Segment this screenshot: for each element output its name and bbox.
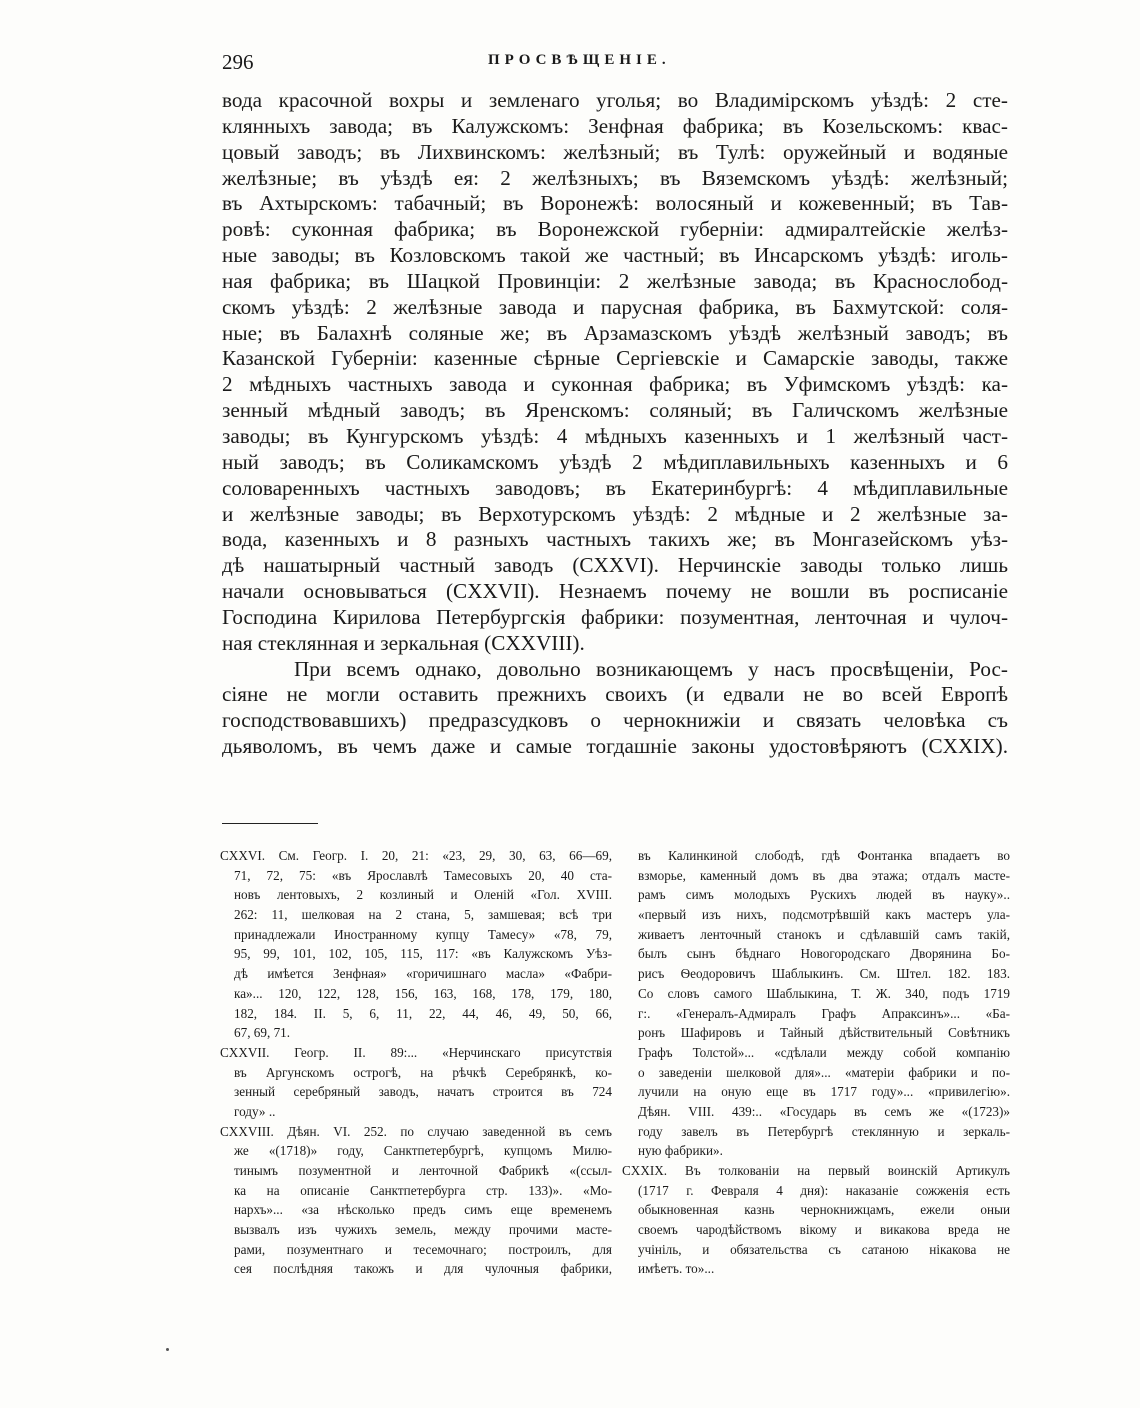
- text-line: вода красочной вохры и земленаго уголья; во Владимірскомъ уѣздѣ: 2 сте-: [222, 88, 1008, 112]
- footnote-line: былъ сынъ бѣднаго Новогородскаго Дворянина Бо-: [638, 946, 1010, 962]
- footnote-line: своемъ чародѣйствомъ вікому и викакова вреда не: [638, 1222, 1010, 1238]
- text-line: ный заводъ; въ Соликамскомъ уѣздѣ 2 мѣдиплавильныхъ казенныхъ и 6: [222, 449, 1008, 474]
- footnote-line: ка»... 120, 122, 128, 156, 163, 168, 178, 179, 180,: [234, 985, 612, 1001]
- footnote-line: (1717 г. Февраля 4 дня): наказаніе сожженія есть: [638, 1182, 1010, 1198]
- text-line: Господина Кирилова Петербургскія фабрики: позументная, ленточная и чулоч-: [222, 604, 1008, 629]
- text-line: господствовавшихъ) предразсудковъ о чернокнижіи и связать человѣка съ: [222, 708, 1008, 733]
- footnote-line: 95, 99, 101, 102, 105, 115, 117: «въ Калужскомъ Уѣз-: [234, 946, 612, 962]
- footnote-line: вызвалъ изъ чужихъ земель, между прочими масте-: [234, 1222, 612, 1238]
- footnote-line: году» ..: [234, 1103, 276, 1119]
- text-line: скомъ уѣздѣ: 2 желѣзные завода и парусная фабрика, въ Бахмутской: соля-: [222, 294, 1008, 319]
- footnote-line: г:. «Генералъ-Адмиралъ Графъ Апраксинъ»... «Ба-: [638, 1005, 1010, 1021]
- footnote-line: сея послѣдняя такожъ и для чулочныя фабрики,: [234, 1261, 612, 1277]
- footnote-line: CXXVII. Геогр. II. 89:... «Нерчинскаго присутствія: [220, 1044, 612, 1060]
- text-line: въ Ахтырскомъ: табачный; въ Воронежѣ: волосяный и кожевенный; въ Тав-: [222, 191, 1008, 216]
- footnote-line: въ Аргунскомъ острогѣ, на рѣчкѣ Серебрянкѣ, ко-: [234, 1064, 612, 1080]
- footnote-line: CXXIX. Въ толкованіи на первый воинскій Артикулъ: [622, 1163, 1010, 1178]
- footnote-line: живаетъ ленточный станокъ и сдѣлавшій самъ такій,: [638, 926, 1010, 942]
- text-line: желѣзные; въ уѣздѣ ея: 2 желѣзныхъ; въ Вяземскомъ уѣздѣ: желѣзный;: [222, 165, 1008, 190]
- text-line: заводы; въ Кунгурскомъ уѣздѣ: 4 мѣдныхъ казенныхъ и 1 желѣзный част-: [222, 423, 1008, 448]
- footnote-line: взморье, каменный домъ въ два этажа; отдалъ масте-: [638, 867, 1010, 883]
- footnote-line: въ Калинкиной слободѣ, гдѣ Фонтанка впадаетъ во: [638, 848, 1010, 863]
- footnote-line: Графъ Толстой»... «сдѣлали между собой компанію: [638, 1044, 1010, 1060]
- text-line: 2 мѣдныхъ частныхъ завода и суконная фабрика; въ Уфимскомъ уѣздѣ: ка-: [222, 372, 1008, 397]
- footnote-line: нархъ»... «за нѣсколько предъ симъ еще временемъ: [234, 1202, 612, 1218]
- running-head: ПРОСВѢЩЕНІЕ.: [488, 52, 671, 68]
- main-text: [222, 88, 1008, 760]
- footnote-line: Дѣян. VIII. 439:.. «Государь въ семъ же «(1723)»: [638, 1103, 1010, 1119]
- text-line: ровѣ: суконная фабрика; въ Воронежской губерніи: адмиралтейскіе желѣз-: [222, 217, 1008, 242]
- footnote-line: 67, 69, 71.: [234, 1025, 291, 1041]
- text-line: ные; въ Балахнѣ соляные же; въ Арзамазскомъ уѣздѣ желѣзный заводъ; въ: [222, 320, 1008, 345]
- footnote-line: же «(1718)» году, Санктпетербургѣ, купцомъ Милю-: [234, 1143, 612, 1159]
- text-line: Казанской Губерніи: казенные сѣрные Сергіевскіе и Самарскіе заводы, также: [222, 346, 1008, 371]
- footnote-line: обыкновенная казнь чернокнижцамъ, ежели оныи: [638, 1202, 1010, 1218]
- footnote-line: рамъ симъ молодыхъ Рускихъ людей въ науку»..: [638, 887, 1010, 903]
- footnote-line: ронъ Шафировъ и Тайный дѣйствительный Совѣтникъ: [638, 1025, 1010, 1041]
- footnote-line: учініль, и обязательства съ сатаною нікакова не: [638, 1241, 1010, 1257]
- text-line: клянныхъ завода; въ Калужскомъ: Зенфная фабрика; въ Козельскомъ: квас-: [222, 113, 1008, 138]
- footnote-line: принадлежали Иностранному купцу Тамесу» «78, 79,: [234, 926, 612, 942]
- footnote-line: дѣ имѣется Зенфная» «горичишнаго масла» «Фабри-: [234, 966, 612, 982]
- footnote-line: 182, 184. II. 5, 6, 11, 22, 44, 46, 49, 50, 66,: [234, 1005, 612, 1021]
- text-line: вода, казенныхъ и 8 разныхъ частныхъ такихъ же; въ Монгазейскомъ уѣз-: [222, 527, 1008, 552]
- footnote-line: ную фабрики».: [638, 1143, 723, 1159]
- text-line: начали основываться (CXXVII). Незнаемъ почему не вошли въ росписаніе: [222, 579, 1008, 604]
- text-line: ная фабрика; въ Шацкой Провинціи: 2 желѣзные завода; въ Краснослобод-: [222, 268, 1008, 293]
- footnote-line: 71, 72, 75: «въ Ярославлѣ Тамесовыхъ 20, 40 ста-: [234, 867, 612, 883]
- ink-speck: [166, 1348, 169, 1351]
- text-line: сіяне не могли оставить прежнихъ своихъ (и едвали не во всей Европѣ: [222, 682, 1008, 707]
- text-line: зенный мѣдный заводъ; въ Яренскомъ: соляный; въ Галичскомъ желѣзные: [222, 398, 1008, 423]
- footnote-line: CXXVI. См. Геогр. I. 20, 21: «23, 29, 30, 63, 66—69,: [220, 848, 612, 863]
- footnote-line: ка на описаніе Санктпетербурга стр. 133)». «Мо-: [234, 1182, 612, 1198]
- footnote-line: 262: 11, шелковая на 2 стана, 5, замшевая; всѣ три: [234, 907, 612, 923]
- footnote-line: Со словъ самого Шаблыкина, Т. Ж. 340, подъ 1719: [638, 985, 1010, 1001]
- footnote-line: лучили на оную еще въ 1717 году»... «привилегію».: [638, 1084, 1010, 1100]
- text-line: дьяволомъ, въ чемъ даже и самые тогдашніе законы удостовѣряютъ (CXXIX).: [222, 734, 1008, 759]
- footnote-line: имѣетъ. то»...: [638, 1261, 715, 1277]
- footnote-line: рисъ Ѳеодоровичъ Шаблыкинъ. См. Штел. 182. 183.: [638, 966, 1010, 982]
- footnotes-right-column: [622, 846, 1010, 1279]
- footnote-line: зенный серебряный заводъ, начатъ строится въ 724: [234, 1084, 612, 1100]
- page-number: 296: [222, 50, 254, 74]
- footnote-line: году завелъ въ Петербургѣ стеклянную и зеркаль-: [638, 1123, 1010, 1139]
- footnote-line: тинымъ позументной и ленточной Фабрикѣ «(ссыл-: [234, 1163, 612, 1178]
- text-line: и желѣзные заводы; въ Верхотурскомъ уѣздѣ: 2 мѣдные и 2 желѣзные за-: [222, 501, 1008, 526]
- footnote-rule: [222, 823, 318, 824]
- footnotes-left-column: [220, 846, 612, 1279]
- footnote-line: рами, позументнаго и тесемочнаго; построилъ, для: [234, 1241, 612, 1257]
- text-line: дѣ нашатырный частный заводъ (CXXVI). Нерчинскіе заводы только лишь: [222, 553, 1008, 578]
- text-line: ная стеклянная и зеркальная (CXXVIII).: [222, 630, 585, 655]
- text-line: цовый заводъ; въ Лихвинскомъ: желѣзный; въ Тулѣ: оружейный и водяные: [222, 139, 1008, 164]
- footnote-line: CXXVIII. Дѣян. VI. 252. по случаю заведенной въ семъ: [220, 1123, 612, 1139]
- text-line: соловаренныхъ частныхъ заводовъ; въ Екатеринбургѣ: 4 мѣдиплавильные: [222, 475, 1008, 500]
- footnote-line: «первый изъ нихъ, подсмотрѣвшій какъ мастеръ ула-: [638, 907, 1010, 923]
- text-line: ные заводы; въ Козловскомъ такой же частный; въ Инсарскомъ уѣздѣ: иголь-: [222, 243, 1008, 268]
- footnote-line: новъ лентовыхъ, 2 козлиный и Оленій «Гол. XVIII.: [234, 887, 612, 903]
- text-line: При всемъ однако, довольно возникающемъ у насъ просвѣщеніи, Рос-: [294, 656, 1008, 681]
- footnote-line: о заведеніи шелковой для»... «матеріи фабрики и по-: [638, 1064, 1010, 1080]
